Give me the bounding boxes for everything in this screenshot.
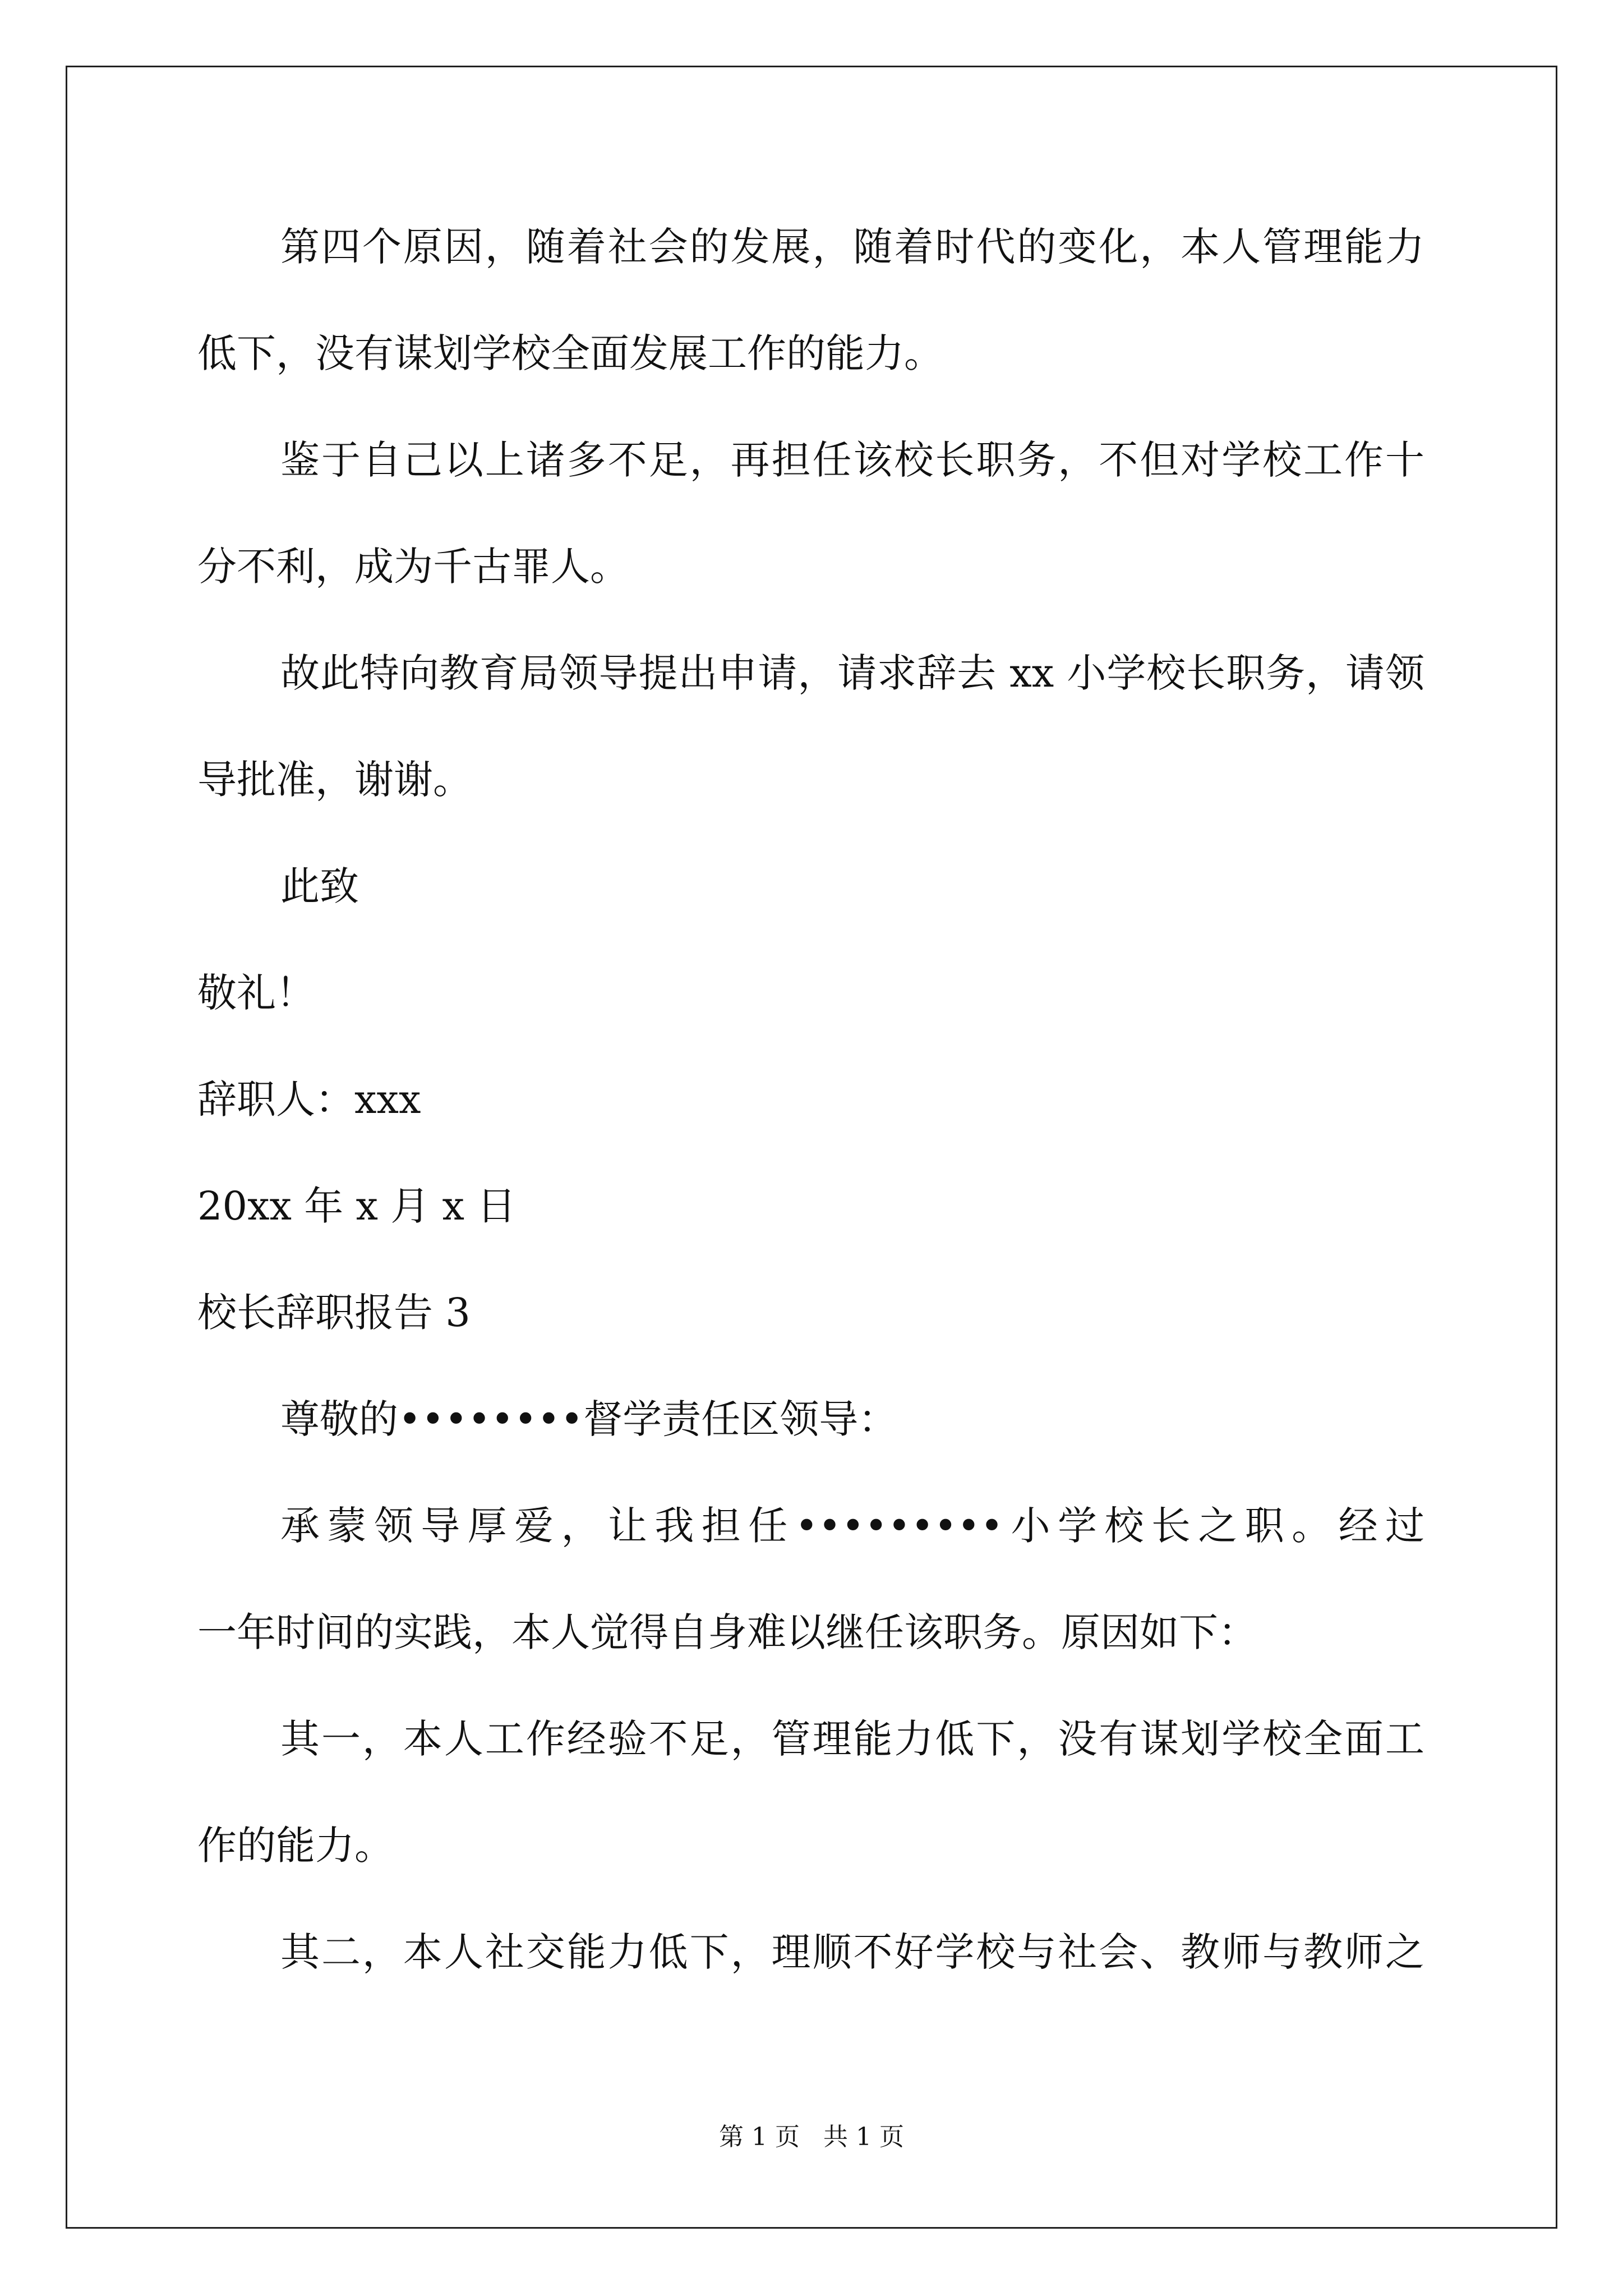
page-border xyxy=(66,66,1557,2229)
closing-salutation: 此致 xyxy=(280,863,359,909)
closing-respect: 敬礼！ xyxy=(197,970,315,1016)
body-line: 第四个原因，随着社会的发展，随着时代的变化，本人管理能力 xyxy=(280,224,1424,270)
section-title: 校长辞职报告 3 xyxy=(197,1290,471,1336)
body-line: 分不利，成为千古罪人。 xyxy=(197,544,629,590)
body-line: 其一，本人工作经验不足，管理能力低下，没有谋划学校全面工 xyxy=(280,1716,1424,1762)
body-line: 低下，没有谋划学校全面发展工作的能力。 xyxy=(197,330,943,376)
body-line: 作的能力。 xyxy=(197,1823,394,1869)
greeting-line: 尊敬的••••••••督学责任区领导： xyxy=(280,1396,898,1442)
body-line: 鉴于自己以上诸多不足，再担任该校长职务，不但对学校工作十 xyxy=(280,437,1424,483)
date-line: 20xx 年 x 月 x 日 xyxy=(197,1183,517,1229)
body-line: 故此特向教育局领导提出申请，请求辞去 xx 小学校长职务，请领 xyxy=(280,650,1424,696)
body-line: 其二，本人社交能力低下，理顺不好学校与社会、教师与教师之 xyxy=(280,1929,1424,1975)
body-line: 承蒙领导厚爱，让我担任•••••••••小学校长之职。经过 xyxy=(280,1503,1424,1549)
body-line: 导批准，谢谢。 xyxy=(197,757,472,803)
signature-line: 辞职人：xxx xyxy=(197,1076,421,1122)
body-line: 一年时间的实践，本人觉得自身难以继任该职务。原因如下： xyxy=(197,1609,1257,1655)
page-footer: 第 1 页 共 1 页 xyxy=(719,2123,904,2151)
